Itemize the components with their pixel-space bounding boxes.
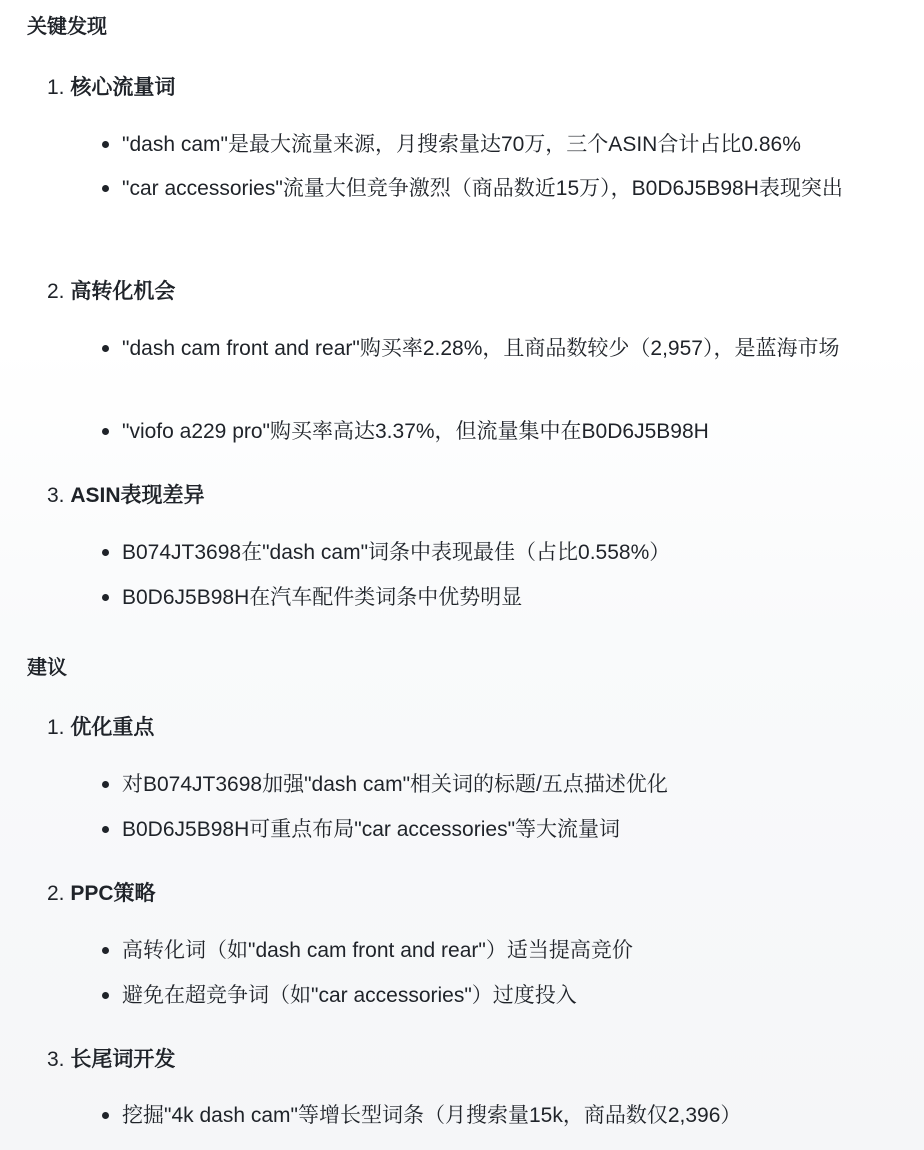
- suggestions-item-2-number: 2.: [47, 882, 65, 905]
- findings-item-2-label: 高转化机会: [70, 280, 176, 303]
- bullet-dot: [102, 992, 109, 999]
- suggestions-item-3-label: 长尾词开发: [70, 1048, 176, 1071]
- bullet-dot: [102, 549, 109, 556]
- suggestions-item-1-bullet-2: [122, 811, 922, 849]
- bullet-text: "viofo a229 pro"购买率高达3.37%，但流量集中在B0D6J5B98H: [122, 420, 709, 443]
- bullet-dot: [102, 1112, 109, 1119]
- findings-heading: 关键发现: [27, 16, 107, 38]
- bullet-text: "dash cam front and rear"购买率2.28%，且商品数较少（2,957），是蓝海市场: [122, 337, 840, 360]
- bullet-dot: [102, 947, 109, 954]
- findings-item-2-title: [47, 279, 175, 305]
- bullet-text: 高转化词（如"dash cam front and rear"）适当提高竞价: [122, 939, 633, 962]
- findings-item-3-label: ASIN表现差异: [70, 484, 205, 507]
- bullet-text: "car accessories"流量大但竞争激烈（商品数近15万），B0D6J5B98H表现突出: [122, 177, 843, 200]
- bullet-dot: [102, 428, 109, 435]
- suggestions-item-1-number: 1.: [47, 716, 65, 739]
- bullet-dot: [102, 781, 109, 788]
- suggestions-item-1-bullet-1: [122, 766, 922, 804]
- findings-item-3-title: [47, 483, 205, 509]
- suggestions-item-1-label: 优化重点: [70, 716, 155, 739]
- findings-item-2-bullet-1: [122, 330, 922, 368]
- bullet-text: B074JT3698在"dash cam"词条中表现最佳（占比0.558%）: [122, 541, 671, 564]
- suggestions-item-3-number: 3.: [47, 1048, 65, 1071]
- findings-item-1-label: 核心流量词: [70, 76, 176, 99]
- bullet-dot: [102, 141, 109, 148]
- bullet-text: 挖掘"4k dash cam"等增长型词条（月搜索量15k，商品数仅2,396）: [122, 1104, 742, 1127]
- suggestions-item-2-title: [47, 881, 156, 907]
- suggestions-item-3-bullet-1: [122, 1097, 922, 1135]
- suggestions-heading: 建议: [27, 657, 67, 679]
- bullet-text: "dash cam"是最大流量来源，月搜索量达70万，三个ASIN合计占比0.86%: [122, 133, 801, 156]
- suggestions-item-3-title: [47, 1047, 175, 1073]
- findings-item-3-bullet-1: [122, 534, 922, 572]
- suggestions-item-1-title: [47, 715, 154, 741]
- findings-item-1-bullet-1: [122, 126, 922, 164]
- findings-item-1-title: [47, 75, 175, 101]
- findings-item-3-number: 3.: [47, 484, 65, 507]
- bullet-text: 对B074JT3698加强"dash cam"相关词的标题/五点描述优化: [122, 773, 668, 796]
- suggestions-item-2-bullet-2: [122, 977, 922, 1015]
- findings-item-3-bullet-2: [122, 579, 922, 617]
- findings-item-2-number: 2.: [47, 280, 65, 303]
- bullet-dot: [102, 594, 109, 601]
- bullet-dot: [102, 345, 109, 352]
- bullet-dot: [102, 185, 109, 192]
- suggestions-item-2-label: PPC策略: [70, 882, 156, 905]
- findings-item-1-number: 1.: [47, 76, 65, 99]
- findings-item-2-bullet-2: [122, 413, 922, 451]
- bullet-text: B0D6J5B98H在汽车配件类词条中优势明显: [122, 586, 523, 609]
- bullet-dot: [102, 826, 109, 833]
- findings-item-1-bullet-2: [122, 170, 922, 208]
- bullet-text: B0D6J5B98H可重点布局"car accessories"等大流量词: [122, 818, 621, 841]
- suggestions-item-2-bullet-1: [122, 932, 922, 970]
- bullet-text: 避免在超竞争词（如"car accessories"）过度投入: [122, 984, 577, 1007]
